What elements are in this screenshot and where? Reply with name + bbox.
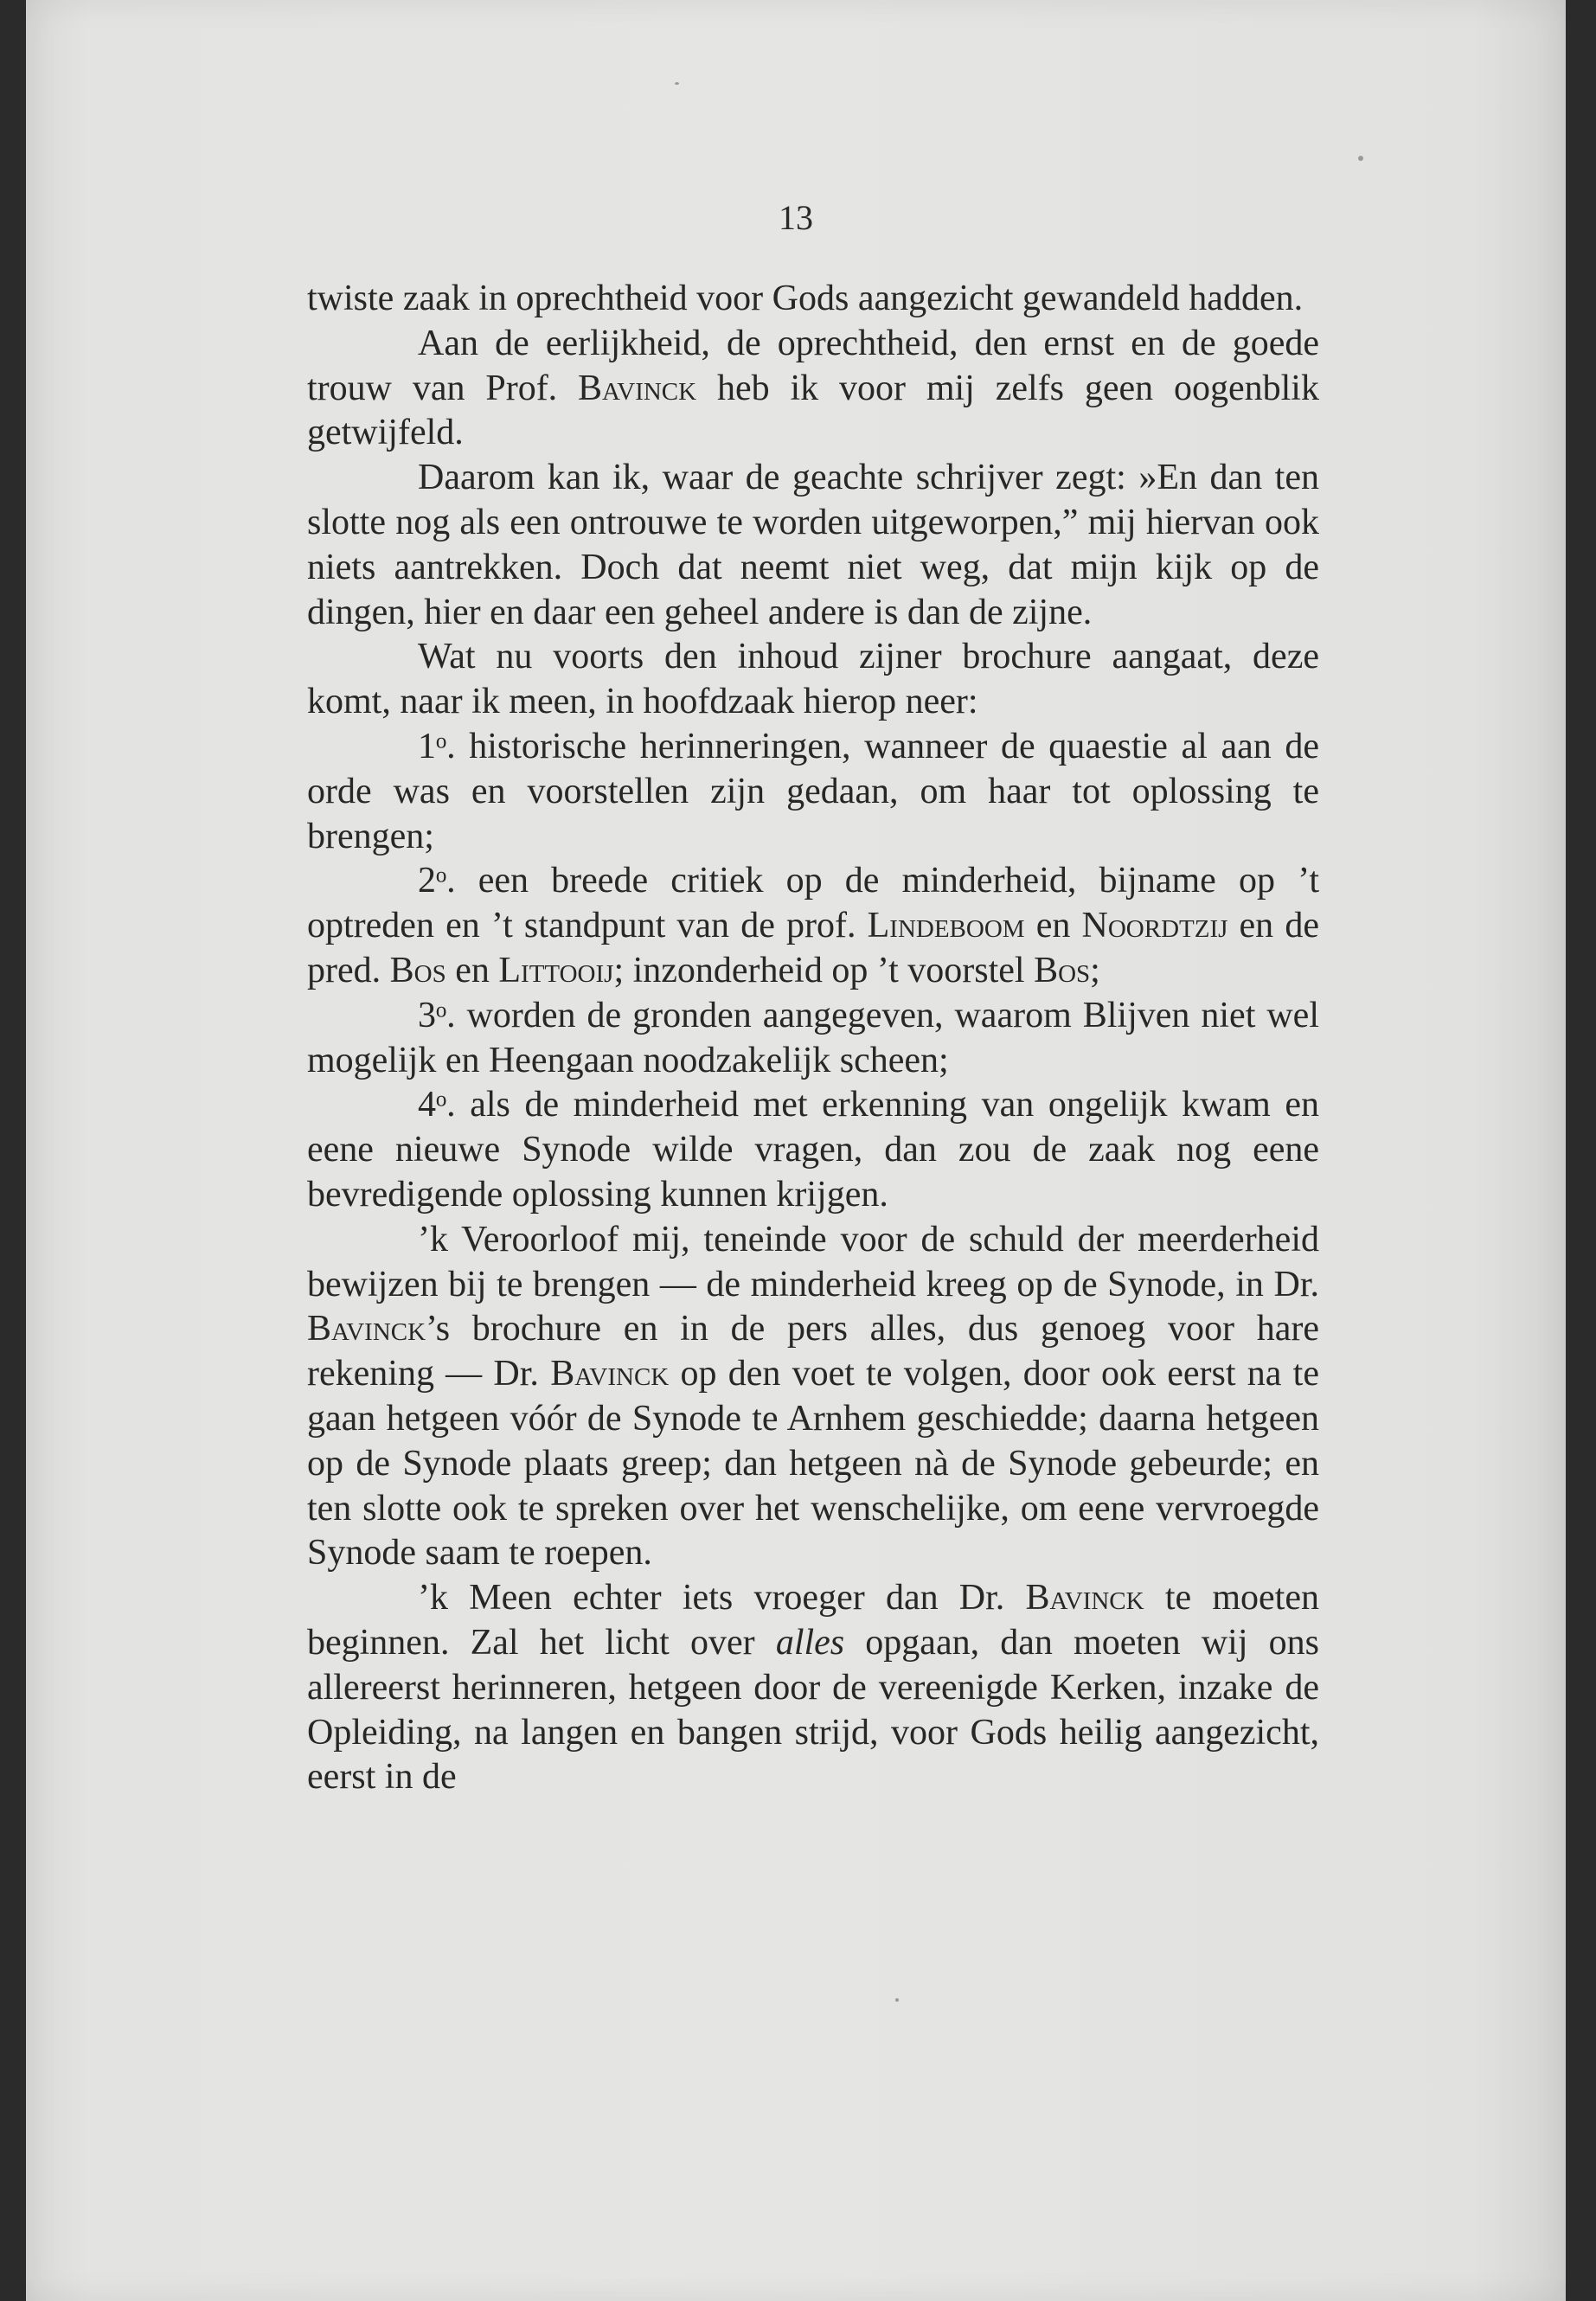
text-run: 2ᵒ. een breede critiek op de minderheid, bijname op ’t optreden en ’t standpunt van de prof. xyxy=(307,861,1319,946)
list-item-1 xyxy=(307,725,1319,859)
body-text xyxy=(307,277,1319,1800)
list-item-4 xyxy=(307,1083,1319,1217)
paragraph-1 xyxy=(307,322,1319,456)
paragraph-9 xyxy=(307,1576,1319,1800)
name-noordtzij: Noordtzij xyxy=(1081,906,1228,946)
text-run: ’k Veroorloof mij, teneinde voor de schuld der meerderheid bewijzen bij te brengen — de minderheid kreeg op de Synode, in Dr. xyxy=(307,1219,1319,1304)
text-run: Aan de eerlijkheid, de oprechtheid, den ernst en de goede trouw van Prof. xyxy=(307,323,1319,408)
name-bos: Bos xyxy=(1034,950,1091,990)
paragraph-2 xyxy=(307,456,1319,635)
text-run: Daarom kan ik, waar de geachte schrijver zegt: »En dan ten slotte nog als een ontrouwe te worden uitgeworpen,” mij hiervan ook niets aantrekken. Doch dat neemt niet weg, dat mijn kijk op de dingen, hier en daar een geheel andere is dan de zijne. xyxy=(307,458,1319,632)
text-run: Wat nu voorts den inhoud zijner brochure aangaat, deze komt, naar ik meen, in hoofdzaak hierop neer: xyxy=(307,637,1319,722)
list-item-2 xyxy=(307,859,1319,993)
text-run: 4ᵒ. als de minderheid met erkenning van ongelijk kwam en eene nieuwe Synode wilde vragen, dan zou de zaak nog eene bevredigende oplossing kunnen krijgen. xyxy=(307,1085,1319,1215)
author-name-bavinck: Bavinck xyxy=(578,368,697,408)
name-lindeboom: Lindeboom xyxy=(867,906,1025,946)
text-run: 3ᵒ. worden de gronden aangegeven, waarom Blijven niet wel mogelijk en Heengaan noodzakelijk scheen; xyxy=(307,995,1319,1080)
text-run: en xyxy=(1024,906,1082,946)
text-run: heb ik voor mij zelfs geen oogenblik getwijfeld. xyxy=(307,368,1319,453)
text-run: op den voet te volgen, door ook eerst na te gaan hetgeen vóór de Synode te Arnhem geschiedde; daarna hetgeen op de Synode plaats greep; dan hetgeen nà de Synode gebeurde; en ten slotte ook te spreken over het wenschelijke, om eene vervroegde Synode saam te roepen. xyxy=(307,1354,1319,1574)
author-name-bavinck: Bavinck xyxy=(550,1354,670,1394)
paragraph-3 xyxy=(307,635,1319,725)
emphasis-alles: alles xyxy=(775,1622,845,1663)
text-run: ’s brochure en in de pers alles, dus genoeg voor hare rekening — Dr. xyxy=(307,1309,1319,1394)
list-item-3 xyxy=(307,994,1319,1084)
paper-speck xyxy=(1358,156,1363,161)
text-run: te moeten beginnen. Zal het licht over xyxy=(307,1578,1319,1663)
name-bos: Bos xyxy=(389,950,446,990)
text-run: 1ᵒ. historische herinneringen, wanneer de quaestie al aan de orde was en voorstellen zijn gedaan, om haar tot oplossing te brengen; xyxy=(307,726,1319,856)
paper-speck xyxy=(675,82,679,85)
text-run: en de pred. xyxy=(307,906,1319,990)
text-run: ’k Meen echter iets vroeger dan Dr. xyxy=(418,1578,1026,1618)
text-run: en xyxy=(445,950,499,990)
name-littooij: Littooij xyxy=(498,950,614,990)
text-run: opgaan, dan moeten wij ons allereerst herinneren, hetgeen door de vereenigde Kerken, inzake de Opleiding, na langen en bangen strijd, voor Gods heilig aangezicht, eerst in de xyxy=(307,1622,1319,1798)
paragraph-0 xyxy=(307,277,1319,322)
author-name-bavinck: Bavinck xyxy=(307,1309,426,1349)
text-run: twiste zaak in oprechtheid voor Gods aangezicht gewandeld hadden. xyxy=(307,279,1304,318)
author-name-bavinck: Bavinck xyxy=(1025,1578,1144,1618)
text-run: ; xyxy=(1090,950,1100,990)
paper-speck xyxy=(895,1998,899,2002)
text-run: ; inzonderheid op ’t voorstel xyxy=(613,950,1035,990)
paragraph-8 xyxy=(307,1218,1319,1576)
document-page xyxy=(26,0,1566,2301)
page-number: 13 xyxy=(779,198,813,237)
